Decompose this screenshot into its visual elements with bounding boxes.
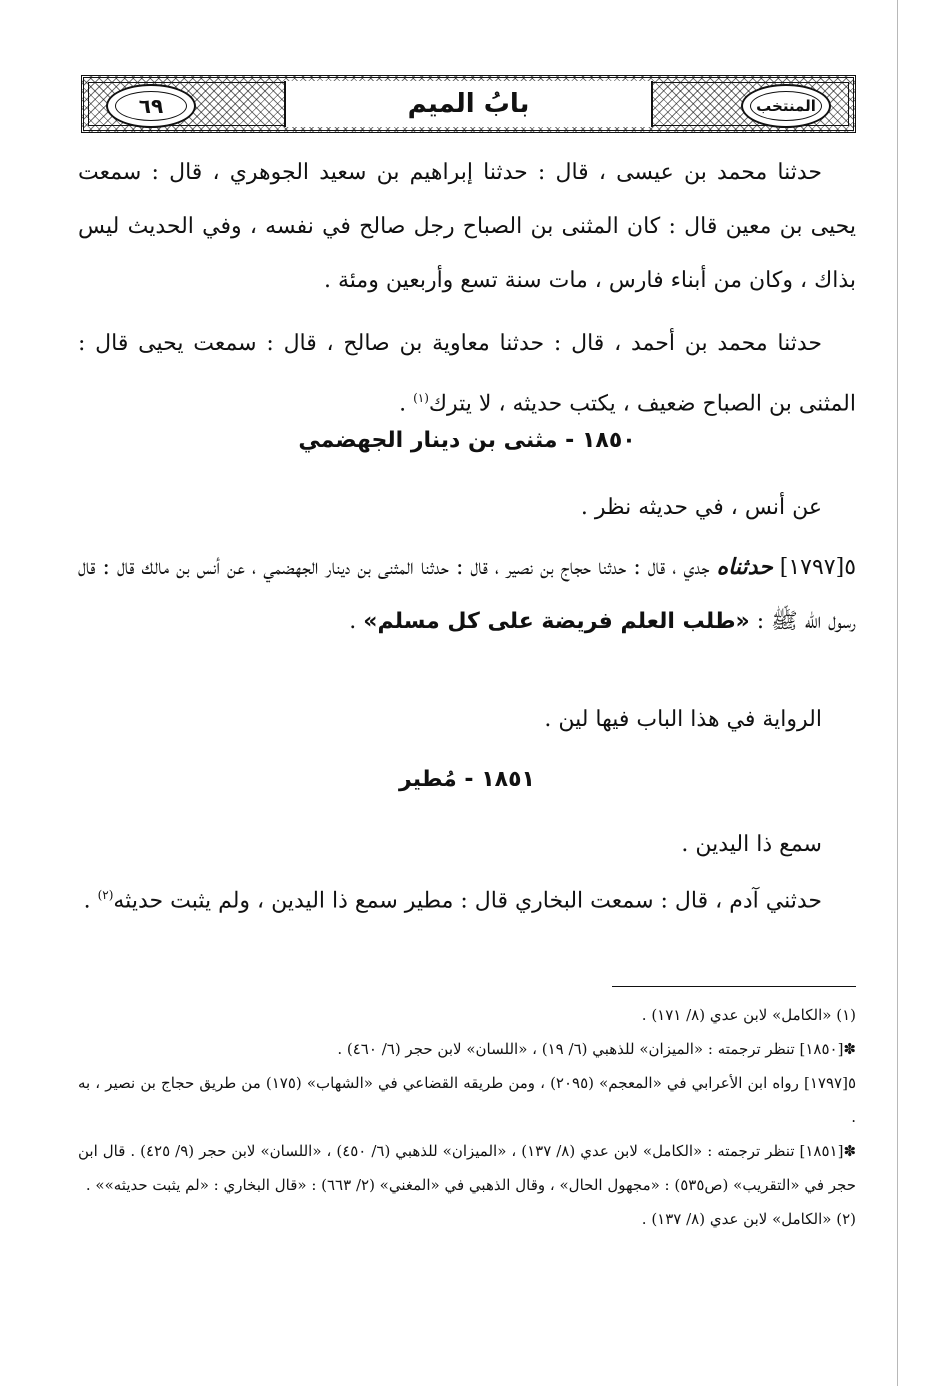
footnotes — [78, 998, 856, 1236]
paragraph-7-text — [78, 868, 856, 928]
hadith-number: ٥[١٧٩٧] — [772, 555, 857, 580]
paragraph-2-end: . — [399, 391, 414, 417]
paragraph-7 — [78, 868, 856, 928]
hadith-lead-word: حدثناه — [716, 554, 773, 580]
footnote-2: (٢) «الكامل» لابن عدي (٨/ ١٣٧) . — [641, 1210, 856, 1228]
paragraph-5-text: الرواية في هذا الباب فيها لين . — [544, 707, 822, 732]
emblem-logo: المنتخب — [750, 91, 822, 121]
footnote-ref-1[interactable]: (١) — [413, 391, 429, 405]
page-number-frame — [115, 91, 187, 121]
footnote-ref-2[interactable]: (٢) — [97, 888, 114, 902]
paragraph-6-text: سمع ذا اليدين . — [681, 832, 822, 857]
hadith-chain: جدي ، قال : حدثنا حجاج بن نصير ، قال : حدثنا المثنى بن دينار الجهضمي ، عن أنس بن مالك قال : قال رسول الله ﷺ : — [78, 555, 856, 634]
paragraph-2-text — [78, 317, 856, 431]
entry-heading-1850: ١٨٥٠ - مثنى بن دينار الجهضمي — [298, 428, 636, 453]
paragraph-1 — [78, 146, 856, 308]
header-title-panel — [284, 81, 653, 127]
emblem-medallion — [741, 84, 831, 128]
page-number-medallion — [106, 84, 196, 128]
paragraph-7-body: حدثني آدم ، قال : سمعت البخاري قال : مطير سمع ذا اليدين ، ولم يثبت حديثه — [113, 888, 822, 914]
paragraph-4-text — [78, 540, 856, 649]
paragraph-7-end: . — [83, 888, 98, 914]
page-title: بابُ الميم — [407, 89, 530, 119]
footnote-divider — [612, 986, 856, 987]
paragraph-2 — [78, 317, 856, 431]
footnote-1: (١) «الكامل» لابن عدي (٨/ ١٧١) . — [641, 1006, 856, 1024]
footnote-1797: ٥[١٧٩٧] رواه ابن الأعرابي في «المعجم» (٢٠٩٥) ، ومن طريقه القضاعي في «الشهاب» (١٧٥) من طريق حجاج بن نصير ، به . — [78, 1074, 856, 1126]
page-header-frame — [81, 75, 856, 133]
page-binding-line — [897, 0, 898, 1386]
footnote-1851: ✽[١٨٥١] تنظر ترجمته : «الكامل» لابن عدي (٨/ ١٣٧) ، «الميزان» للذهبي (٦/ ٤٥٠) ، «اللسان» لابن حجر (٩/ ٤٢٥) . قال ابن حجر في «التقريب» (ص٥٣٥) : «مجهول الحال» ، وقال الذهبي في «المغني» (٢/ ٦٦٣) : «قال البخاري : «لم يثبت حديثه»» . — [78, 1142, 857, 1194]
paragraph-3-text: عن أنس ، في حديثه نظر . — [580, 495, 822, 520]
footnote-1850: ✽[١٨٥٠] تنظر ترجمته : «الميزان» للذهبي (٦/ ١٩) ، «اللسان» لابن حجر (٦/ ٤٦٠) . — [337, 1040, 856, 1058]
paragraph-6 — [78, 818, 856, 872]
entry-heading-1851: ١٨٥١ - مُطير — [399, 767, 535, 792]
paragraph-4-end: . — [349, 609, 364, 634]
paragraph-4 — [78, 540, 856, 649]
paragraph-1-text: حدثنا محمد بن عيسى ، قال : حدثنا إبراهيم بن سعيد الجوهري ، قال : سمعت يحيى بن معين قال : كان المثنى بن الصباح رجل صالح في نفسه ، وفي الحديث ليس بذاك ، وكان من أبناء فارس ، مات سنة تسع وأربعين ومئة . — [78, 160, 856, 293]
paragraph-3 — [78, 481, 856, 535]
paragraph-5 — [78, 693, 856, 747]
paragraph-2-body: حدثنا محمد بن أحمد ، قال : حدثنا معاوية بن صالح ، قال : سمعت يحيى قال : المثنى بن الصباح ضعيف ، يكتب حديثه ، لا يترك — [78, 331, 856, 417]
hadith-quote: «طلب العلم فريضة على كل مسلم» — [363, 609, 750, 634]
page-number: ٦٩ — [138, 94, 164, 118]
